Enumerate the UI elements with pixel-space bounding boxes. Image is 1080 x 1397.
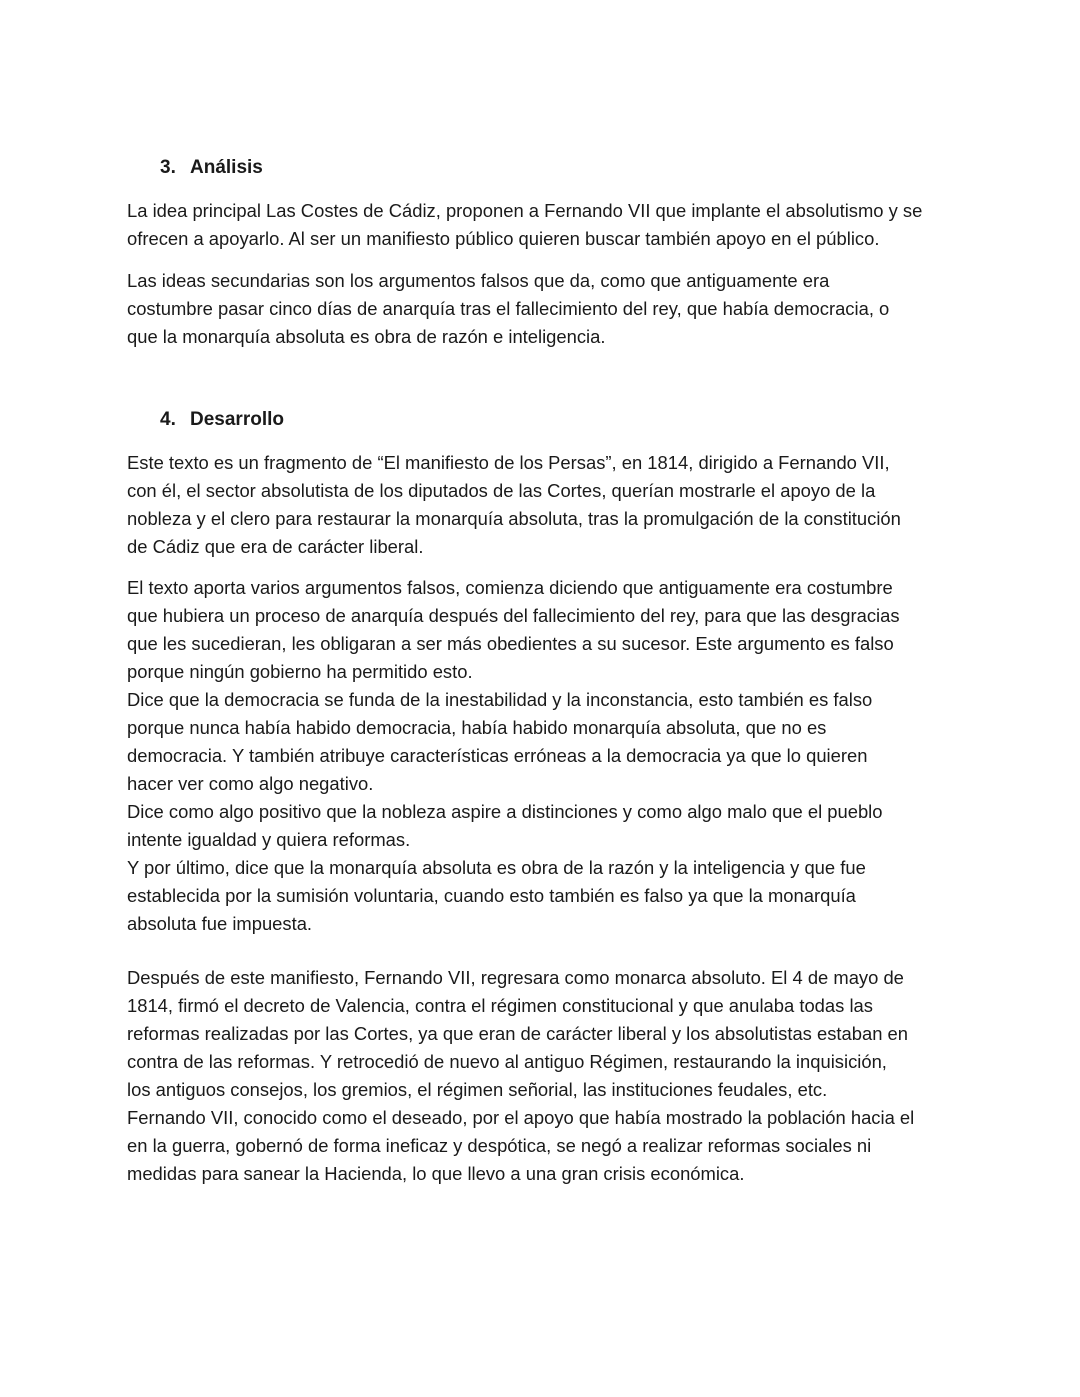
section-title: Desarrollo [190, 409, 284, 430]
section-title: Análisis [190, 157, 263, 178]
text-line: intente igualdad y quiera reformas. [127, 829, 411, 850]
text-line: con él, el sector absolutista de los diputados de las Cortes, querían mostrarle el apoyo de la [127, 480, 876, 501]
section-number: 4. [160, 409, 176, 430]
text-line: La idea principal Las Costes de Cádiz, proponen a Fernando VII que implante el absolutismo y se [127, 200, 923, 221]
text-line: en la guerra, gobernó de forma ineficaz y despótica, se negó a realizar reformas sociales ni [127, 1135, 872, 1156]
text-line: Después de este manifiesto, Fernando VII, regresara como monarca absoluto. El 4 de mayo de [127, 967, 904, 988]
text-line: que les sucedieran, les obligaran a ser más obedientes a su sucesor. Este argumento es falso [127, 633, 894, 654]
text-line: costumbre pasar cinco días de anarquía tras el fallecimiento del rey, que había democracia, o [127, 298, 890, 319]
text-line: Y por último, dice que la monarquía absoluta es obra de la razón y la inteligencia y que fue [127, 857, 866, 878]
paragraph-aftermath [127, 964, 967, 1188]
text-line: absoluta fue impuesta. [127, 913, 313, 934]
text-line: establecida por la sumisión voluntaria, cuando esto también es falso ya que la monarquía [127, 885, 856, 906]
text-line: porque ningún gobierno ha permitido esto. [127, 661, 473, 682]
text-line: 1814, firmó el decreto de Valencia, contra el régimen constitucional y que anulaba todas las [127, 995, 873, 1016]
paragraph-context [127, 449, 967, 561]
text-line: de Cádiz que era de carácter liberal. [127, 536, 424, 557]
text-line: Este texto es un fragmento de “El manifiesto de los Persas”, en 1814, dirigido a Fernando VII, [127, 452, 890, 473]
section-heading-analisis [160, 154, 263, 182]
text-line: Dice como algo positivo que la nobleza aspire a distinciones y como algo malo que el pueblo [127, 801, 883, 822]
text-line: que la monarquía absoluta es obra de razón e inteligencia. [127, 326, 606, 347]
text-line: reformas realizadas por las Cortes, ya que eran de carácter liberal y los absolutistas estaban en [127, 1023, 908, 1044]
section-number: 3. [160, 157, 176, 178]
paragraph-secondary-ideas [127, 267, 967, 351]
text-line: los antiguos consejos, los gremios, el régimen señorial, las instituciones feudales, etc. [127, 1079, 828, 1100]
text-line: porque nunca había habido democracia, había habido monarquía absoluta, que no es [127, 717, 827, 738]
text-line: contra de las reformas. Y retrocedió de nuevo al antiguo Régimen, restaurando la inquisición, [127, 1051, 887, 1072]
text-line: Las ideas secundarias son los argumentos falsos que da, como que antiguamente era [127, 270, 830, 291]
text-line: medidas para sanear la Hacienda, lo que llevo a una gran crisis económica. [127, 1163, 745, 1184]
text-line: nobleza y el clero para restaurar la monarquía absoluta, tras la promulgación de la constitución [127, 508, 901, 529]
section-heading-desarrollo [160, 406, 284, 434]
paragraph-arguments [127, 574, 967, 938]
text-line: hacer ver como algo negativo. [127, 773, 374, 794]
text-line: que hubiera un proceso de anarquía después del fallecimiento del rey, para que las desgracias [127, 605, 900, 626]
text-line: El texto aporta varios argumentos falsos, comienza diciendo que antiguamente era costumbre [127, 577, 893, 598]
text-line: Fernando VII, conocido como el deseado, por el apoyo que había mostrado la población hacia el [127, 1107, 915, 1128]
text-line: Dice que la democracia se funda de la inestabilidad y la inconstancia, esto también es falso [127, 689, 873, 710]
text-line: democracia. Y también atribuye características erróneas a la democracia ya que lo quieren [127, 745, 868, 766]
paragraph-main-idea [127, 197, 967, 253]
text-line: ofrecen a apoyarlo. Al ser un manifiesto público quieren buscar también apoyo en el público. [127, 228, 880, 249]
